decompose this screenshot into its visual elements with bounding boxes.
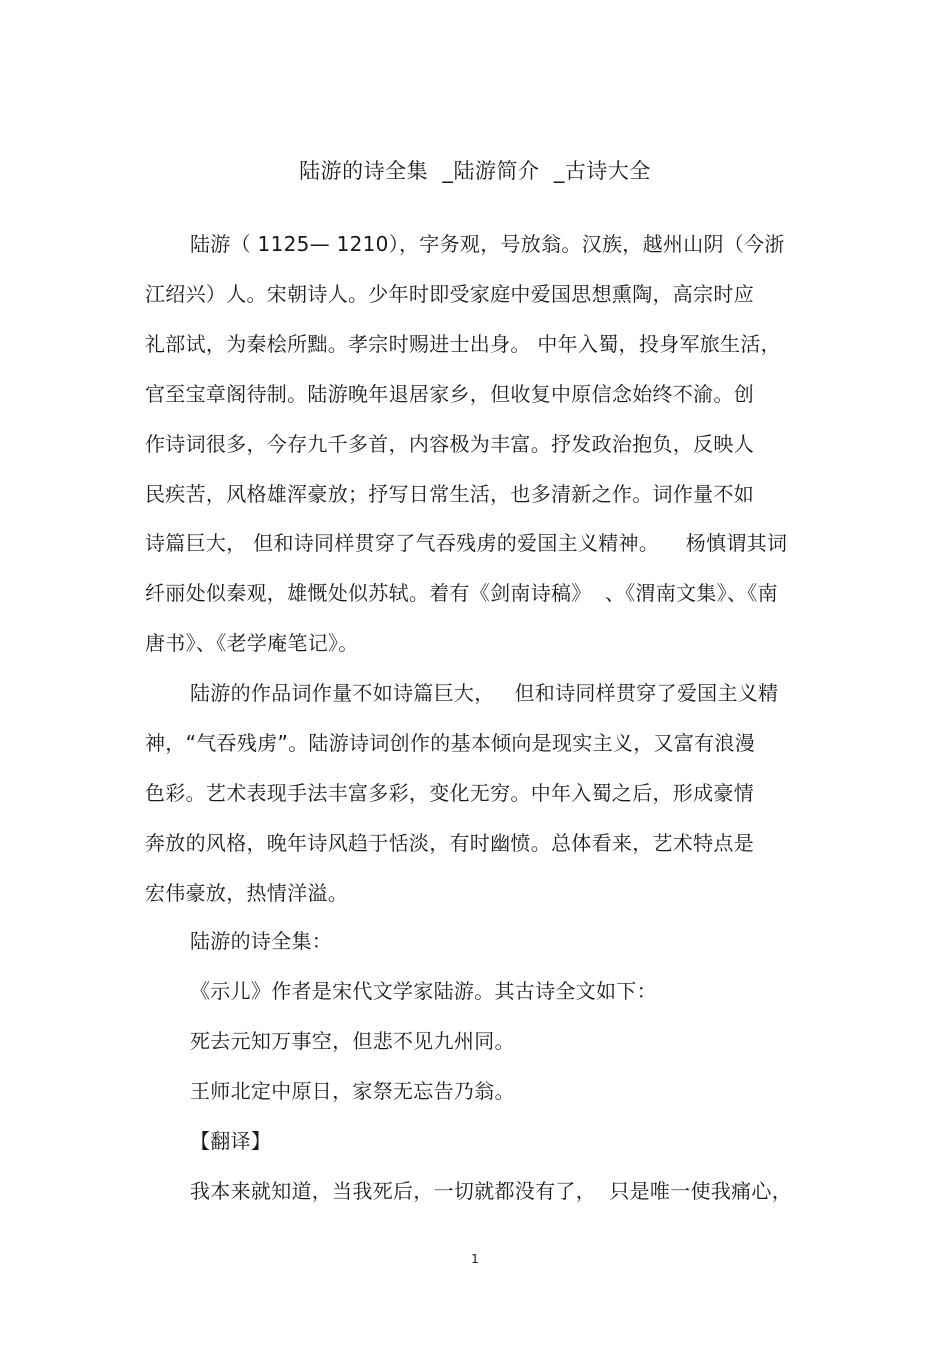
page-number: 1 — [471, 1252, 479, 1266]
poem-line: 王师北定中原日，家祭无忘告乃翁。 — [190, 1079, 515, 1103]
page-title: 陆游的诗全集 _陆游简介 _古诗大全 — [299, 159, 651, 183]
body-line: 礼部试，为秦桧所黜。孝宗时赐进士出身。 中年入蜀，投身军旅生活， — [145, 332, 781, 356]
body-line: 民疾苦，风格雄浑豪放；抒写日常生活，也多清新之作。词作量不如 — [145, 482, 754, 506]
body-line: 我本来就知道，当我死后，一切就都没有了， 只是唯一使我痛心， — [190, 1179, 793, 1203]
body-line: 唐书》、《老学庵笔记》。 — [145, 631, 359, 655]
body-line: 作诗词很多，今存九千多首，内容极为丰富。抒发政治抱负，反映人 — [145, 432, 754, 456]
body-line: 江绍兴）人。宋朝诗人。少年时即受家庭中爱国思想熏陶，高宗时应 — [145, 282, 754, 306]
body-line: 宏伟豪放，热情洋溢。 — [145, 881, 348, 905]
body-line: 官至宝章阁待制。陆游晚年退居家乡，但收复中原信念始终不渝。创 — [145, 382, 754, 406]
body-line: 神，“气吞残虏”。陆游诗词创作的基本倾向是现实主义，又富有浪漫 — [145, 731, 756, 755]
body-line: 色彩。艺术表现手法丰富多彩，变化无穷。中年入蜀之后，形成豪情 — [145, 781, 754, 805]
body-line: 《示儿》作者是宋代文学家陆游。其古诗全文如下： — [190, 979, 657, 1003]
body-line: 诗篇巨大， 但和诗同样贯穿了气吞残虏的爱国主义精神。 杨慎谓其词 — [145, 531, 788, 555]
poem-line: 死去元知万事空，但悲不见九州同。 — [190, 1029, 515, 1053]
body-line: 纤丽处似秦观，雄慨处似苏轼。着有《剑南诗稿》 、《渭南文集》、《南 — [145, 581, 778, 605]
translation-heading: 【翻译】 — [190, 1129, 272, 1153]
body-line: 陆游的作品词作量不如诗篇巨大， 但和诗同样贯穿了爱国主义精 — [190, 681, 779, 705]
section-heading: 陆游的诗全集： — [190, 929, 333, 953]
body-line: 陆游（ 1125— 1210），字务观，号放翁。汉族，越州山阴（今浙 — [190, 232, 785, 256]
body-line: 奔放的风格，晚年诗风趋于恬淡，有时幽愤。总体看来，艺术特点是 — [145, 831, 754, 855]
